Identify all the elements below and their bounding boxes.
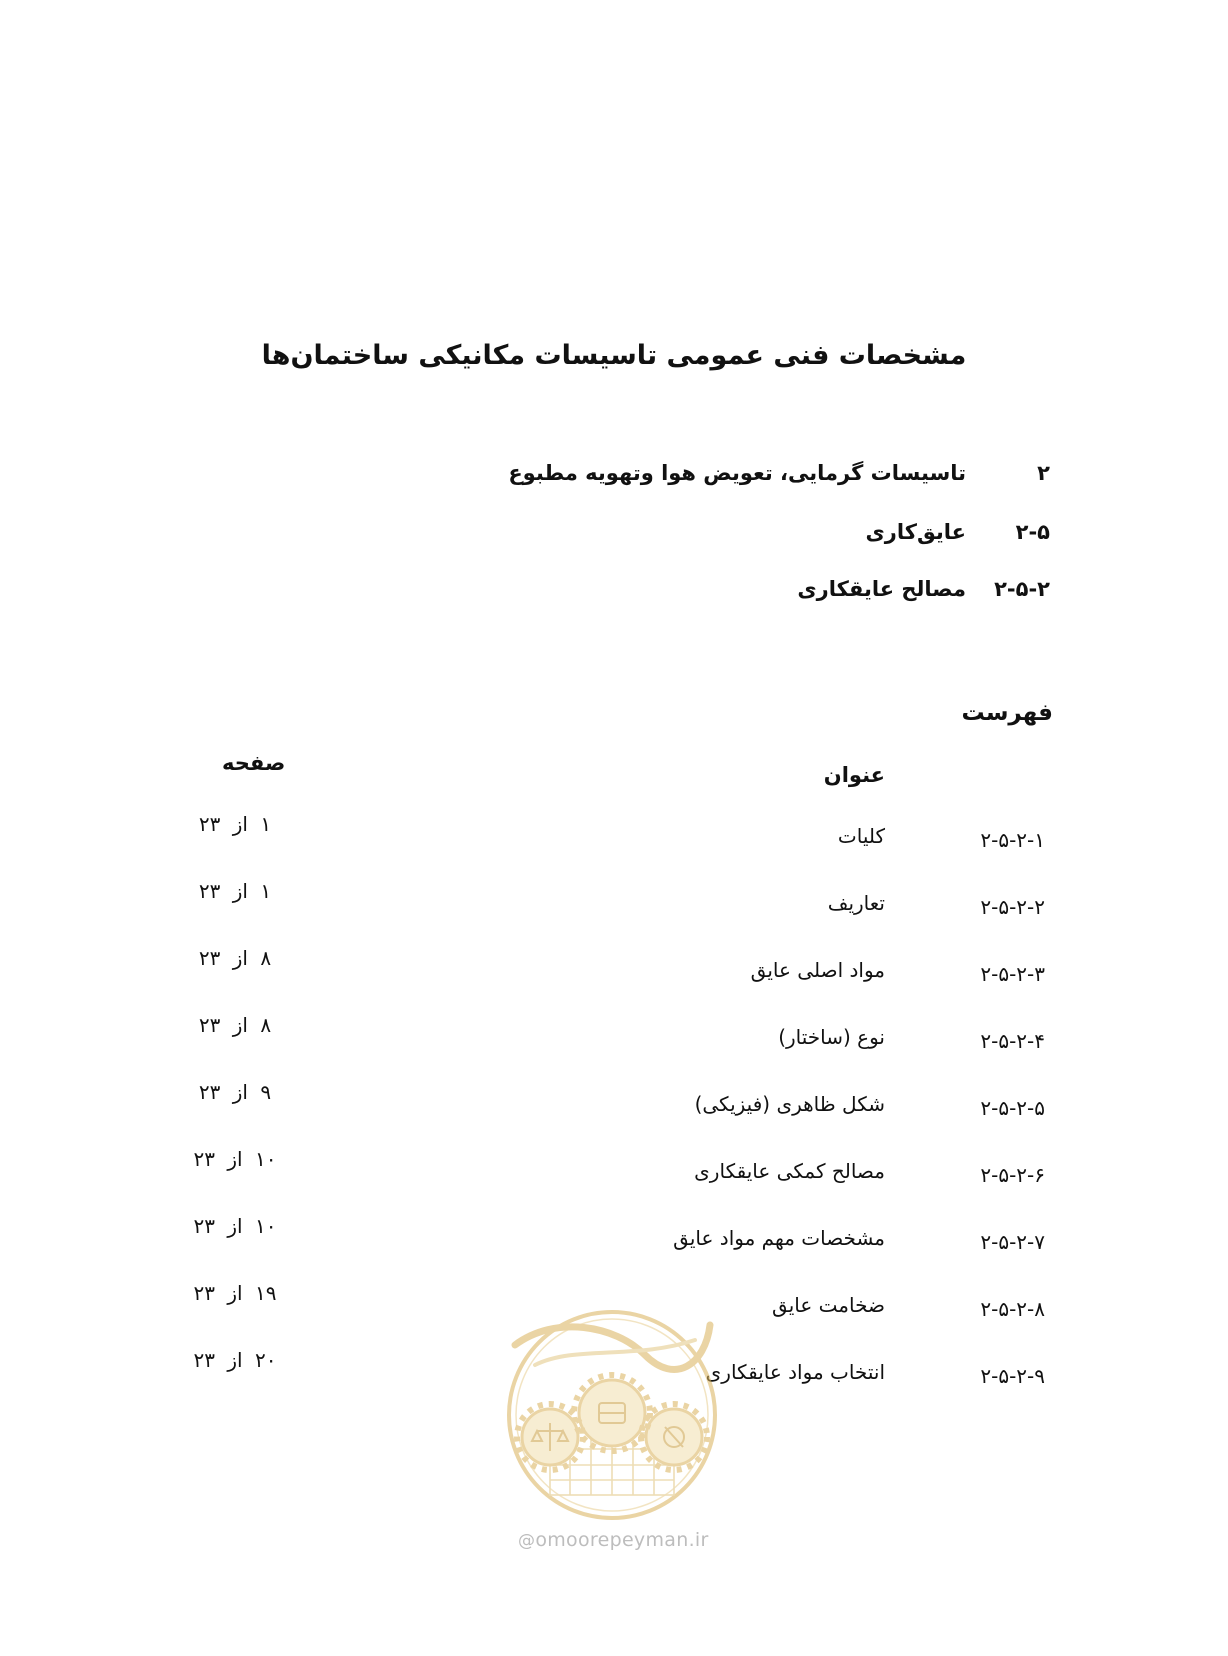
- toc-row-number: ۲-۵-۲-۷: [980, 1230, 1045, 1254]
- toc-title-column-header: عنوان: [823, 763, 885, 787]
- section-number: ۲-۵: [1015, 520, 1050, 544]
- watermark-url-text: omoorepeyman.ir: [535, 1529, 709, 1551]
- toc-row-number: ۲-۵-۲-۵: [980, 1096, 1045, 1120]
- watermark-url: [518, 1529, 709, 1551]
- toc-row-page: ۹ از ۲۳: [198, 1080, 272, 1104]
- section-number: ۲: [1037, 461, 1050, 485]
- toc-row-number: ۲-۵-۲-۱: [980, 828, 1045, 852]
- toc-row-title: مواد اصلی عایق: [750, 958, 885, 982]
- toc-row-page: ۱۰ از ۲۳: [193, 1147, 277, 1171]
- toc-row-number: ۲-۵-۲-۹: [980, 1364, 1045, 1388]
- toc-row-page: ۱ از ۲۳: [198, 879, 272, 903]
- toc-row-title: مشخصات مهم مواد عایق: [673, 1226, 885, 1250]
- section-title: مصالح عایقکاری: [797, 577, 966, 601]
- toc-row-page: ۱۰ از ۲۳: [193, 1214, 277, 1238]
- toc-heading: فهرست: [961, 700, 1053, 726]
- toc-row-page: ۱۹ از ۲۳: [193, 1281, 277, 1305]
- toc-row-title: مصالح کمکی عایقکاری: [694, 1159, 885, 1183]
- toc-row-number: ۲-۵-۲-۶: [980, 1163, 1045, 1187]
- toc-row-page: ۲۰ از ۲۳: [193, 1348, 277, 1372]
- toc-row-page: ۸ از ۲۳: [198, 946, 272, 970]
- toc-row-title: ضخامت عایق: [772, 1293, 885, 1317]
- document-title: مشخصات فنی عمومی تاسیسات مکانیکی ساختمان‌ها: [261, 340, 967, 371]
- toc-row-number: ۲-۵-۲-۲: [980, 895, 1045, 919]
- toc-row-page: ۱ از ۲۳: [198, 812, 272, 836]
- section-title: تاسیسات گرمایی، تعویض هوا وتهویه مطبوع: [508, 461, 966, 485]
- toc-row-title: شکل ظاهری (فیزیکی): [694, 1092, 885, 1116]
- section-number: ۲-۵-۲: [994, 577, 1050, 601]
- toc-row-page: ۸ از ۲۳: [198, 1013, 272, 1037]
- section-title: عایق‌کاری: [865, 520, 966, 544]
- toc-row-title: نوع (ساختار): [778, 1025, 885, 1049]
- toc-row-number: ۲-۵-۲-۴: [980, 1029, 1045, 1053]
- toc-row-number: ۲-۵-۲-۳: [980, 962, 1045, 986]
- toc-row-title: کلیات: [837, 824, 885, 848]
- at-icon: @: [518, 1531, 536, 1551]
- toc-page-column-header: صفحه: [222, 751, 286, 775]
- toc-row-number: ۲-۵-۲-۸: [980, 1297, 1045, 1321]
- toc-row-title: انتخاب مواد عایقکاری: [705, 1360, 885, 1384]
- toc-row-title: تعاریف: [827, 891, 885, 915]
